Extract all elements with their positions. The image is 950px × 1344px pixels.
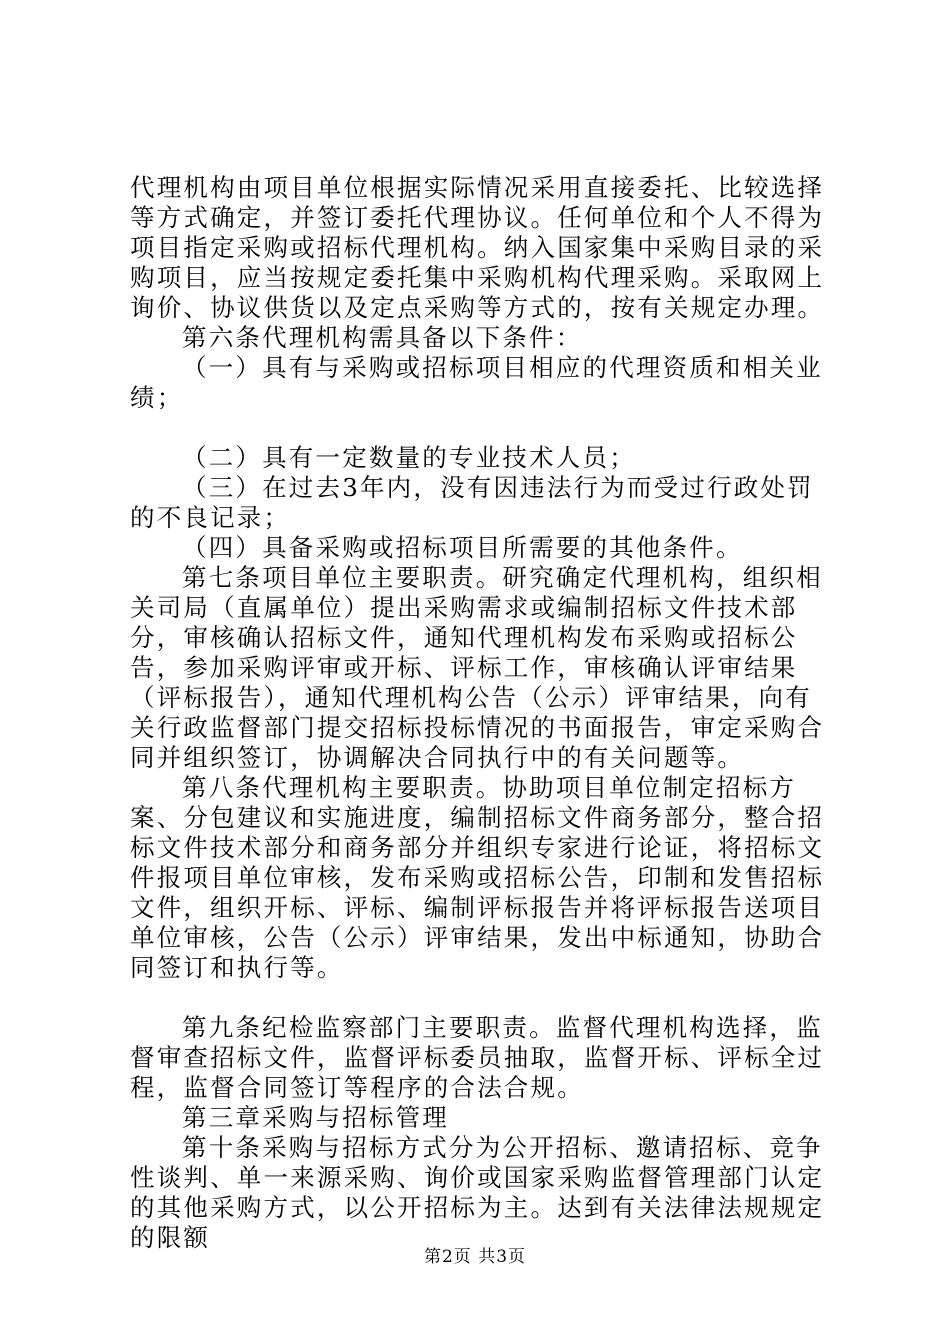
chapter-3-heading: 第三章采购与招标管理: [182, 1103, 449, 1132]
article-9: 第九条纪检监察部门主要职责。监督代理机构选择，监督审查招标文件，监督评标委员抽取，监督开标、评标全过程，监督合同签订等程序的合法合规。: [130, 1013, 825, 1102]
condition-3: （三）在过去3年内，没有因违法行为而受过行政处罚的不良记录；: [130, 473, 814, 532]
paragraph-continuation: 代理机构由项目单位根据实际情况采用直接委托、比较选择等方式确定，并签订委托代理协议。任何单位和个人不得为项目指定采购或招标代理机构。纳入国家集中采购目录的采购项目，应当按规定委托集中采购机构代理采购。采取网上询价、协议供货以及定点采购等方式的，按有关规定办理。: [130, 173, 825, 322]
condition-1: （一）具有与采购或招标项目相应的代理资质和相关业绩；: [130, 353, 823, 412]
article-8: 第八条代理机构主要职责。协助项目单位制定招标方案、分包建议和实施进度，编制招标文件商务部分，整合招标文件技术部分和商务部分并组织专家进行论证，将招标文件报项目单位审核，发布采购或招标公告，印制和发售招标文件，组织开标、评标、编制评标报告并将评标报告送项目单位审核，公告（公示）评审结果，发出中标通知，协助合同签订和执行等。: [130, 773, 825, 982]
article-6-heading: 第六条代理机构需具备以下条件：: [182, 323, 583, 352]
article-7: 第七条项目单位主要职责。研究确定代理机构，组织相关司局（直属单位）提出采购需求或编制招标文件技术部分，审核确认招标文件，通知代理机构发布采购或招标公告，参加采购评审或开标、评标工作，审核确认评审结果（评标报告），通知代理机构公告（公示）评审结果，向有关行政监督部门提交招标投标情况的书面报告，审定采购合同并组织签订，协调解决合同执行中的有关问题等。: [130, 563, 825, 772]
article-10: 第十条采购与招标方式分为公开招标、邀请招标、竞争性谈判、单一来源采购、询价或国家采购监督管理部门认定的其他采购方式，以公开招标为主。达到有关法律法规规定的限额: [130, 1133, 825, 1252]
page-number-footer: 第2页 共3页: [423, 1247, 527, 1267]
condition-4: （四）具备采购或招标项目所需要的其他条件。: [182, 533, 743, 562]
condition-2: （二）具有一定数量的专业技术人员；: [182, 443, 636, 472]
document-body: [130, 173, 830, 1253]
